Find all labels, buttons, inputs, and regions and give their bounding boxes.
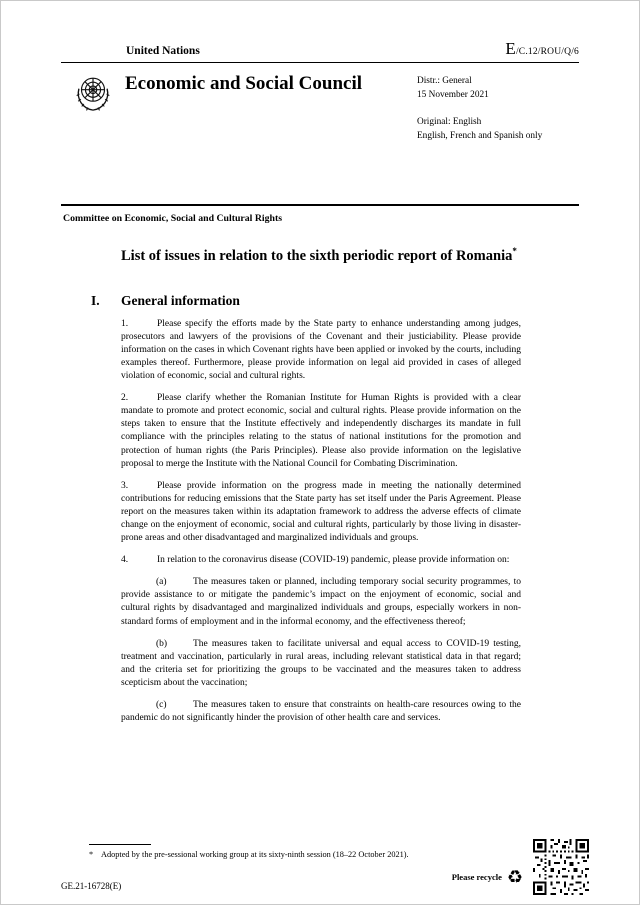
subparagraph-c-text: The measures taken to ensure that constraints on health-care resources owing to the pandemic do not significantly hinder the provision of other health care and services.	[121, 700, 521, 724]
footnote-marker: *	[89, 849, 94, 859]
paragraph-1	[121, 318, 521, 383]
date-line: 15 November 2021	[417, 89, 489, 100]
subparagraph-b-label: (b)	[156, 638, 168, 649]
doc-symbol	[505, 39, 579, 59]
distribution-line: Distr.: General	[417, 76, 472, 86]
recycle-notice	[452, 868, 523, 886]
qr-code	[533, 839, 589, 895]
languages-line: English, French and Spanish only	[417, 130, 543, 141]
document-reference-number: GE.21-16728(E)	[61, 881, 122, 891]
subparagraph-a	[121, 576, 521, 628]
paragraph-4-number: 4.	[121, 555, 129, 566]
paragraph-2	[121, 392, 521, 471]
document-body	[91, 245, 521, 725]
section-numeral: I.	[91, 292, 100, 308]
recycle-label: Please recycle	[451, 872, 502, 882]
committee-name: Committee on Economic, Social and Cultural Rights	[63, 212, 283, 224]
masthead	[61, 73, 579, 144]
paragraph-4-text: In relation to the coronavirus disease (COVID-19) pandemic, please provide information on:	[157, 555, 510, 566]
doc-symbol-letter: E	[505, 39, 516, 58]
footnote	[89, 849, 529, 860]
header-divider	[61, 62, 579, 63]
doc-symbol-rest: /C.12/ROU/Q/6	[515, 47, 579, 57]
paragraph-3-text: Please provide information on the progress made in meeting the nationally determined contributions for reducing emissions that the State party has set itself under the Paris Agreement. Please report on the measures taken within its adaptation framework to address the adverse effects of climate change on the enjoyment of economic, social and cultural rights, particularly by those living in disaster-prone areas and other disadvantaged and marginalized individuals and groups.	[121, 480, 521, 544]
subparagraph-c-label: (c)	[156, 700, 167, 711]
top-header	[61, 39, 579, 59]
subparagraph-c	[121, 699, 521, 725]
masthead-rule	[61, 204, 579, 206]
paragraph-3-number: 3.	[121, 480, 129, 491]
paragraph-2-text: Please clarify whether the Romanian Institute for Human Rights is provided with a clear mandate to promote and protect economic, social and cultural rights. Please provide information on the steps taken to ensure that the Institute effectively and independently discharges its mandate in full compliance with the principles relating to the status of national institutions for the promotion and protection of human rights (the Paris Principles). Please also provide information on the legislative proposal to merge the Institute with the National Council for Combating Discrimination.	[121, 393, 521, 469]
footnote-divider	[89, 844, 151, 845]
subparagraph-a-label: (a)	[156, 577, 167, 588]
paragraph-1-text: Please specify the efforts made by the State party to enhance understanding among judges, prosecutors and lawyers of the provisions of the Covenant and their justiciability. Please provide information on the cases in which Covenant rights have been applied or invoked by the courts, including examples thereof. Furthermore, please provide information on legal aid provided in cases of alleged violation of economic, social and cultural rights.	[121, 318, 521, 382]
subparagraph-b	[121, 638, 521, 690]
section-title: General information	[121, 292, 240, 308]
recycle-icon: ♻	[506, 867, 523, 887]
masthead-gap	[417, 103, 579, 116]
org-name: United Nations	[126, 45, 200, 57]
paragraph-4	[121, 554, 521, 567]
paragraph-2-number: 2.	[121, 393, 129, 404]
subparagraph-b-text: The measures taken to facilitate universal and equal access to COVID-19 testing, treatment and vaccination, particularly in rural areas, including relevant statistical data in that regard; and the criteria set for prioritizing the groups to be vaccinated and the measures taken to address scepticism about the vaccination;	[121, 638, 521, 688]
un-emblem-icon	[71, 73, 115, 119]
masthead-info	[417, 73, 579, 144]
paragraph-1-number: 1.	[121, 318, 129, 329]
subparagraph-a-text: The measures taken or planned, including temporary social security programmes, to provide assistance to or mitigate the pandemic’s impact on the enjoyment of economic, social and cultural rights by disadvantaged and marginalized individuals and groups, especially workers in non-standard forms of employment and in the informal economy, and the effectiveness thereof;	[121, 577, 521, 627]
paragraph-3	[121, 480, 521, 545]
council-title: Economic and Social Council	[125, 73, 362, 94]
document-title-text: List of issues in relation to the sixth periodic report of Romania	[121, 247, 513, 264]
original-language-line: Original: English	[417, 116, 482, 127]
footnote-text: Adopted by the pre-sessional working group at its sixty-ninth session (18–22 October 2021).	[101, 849, 409, 859]
footnote-block	[89, 844, 529, 860]
footnote-reference: *	[512, 245, 517, 256]
section-heading	[91, 293, 521, 309]
document-title	[121, 246, 521, 266]
